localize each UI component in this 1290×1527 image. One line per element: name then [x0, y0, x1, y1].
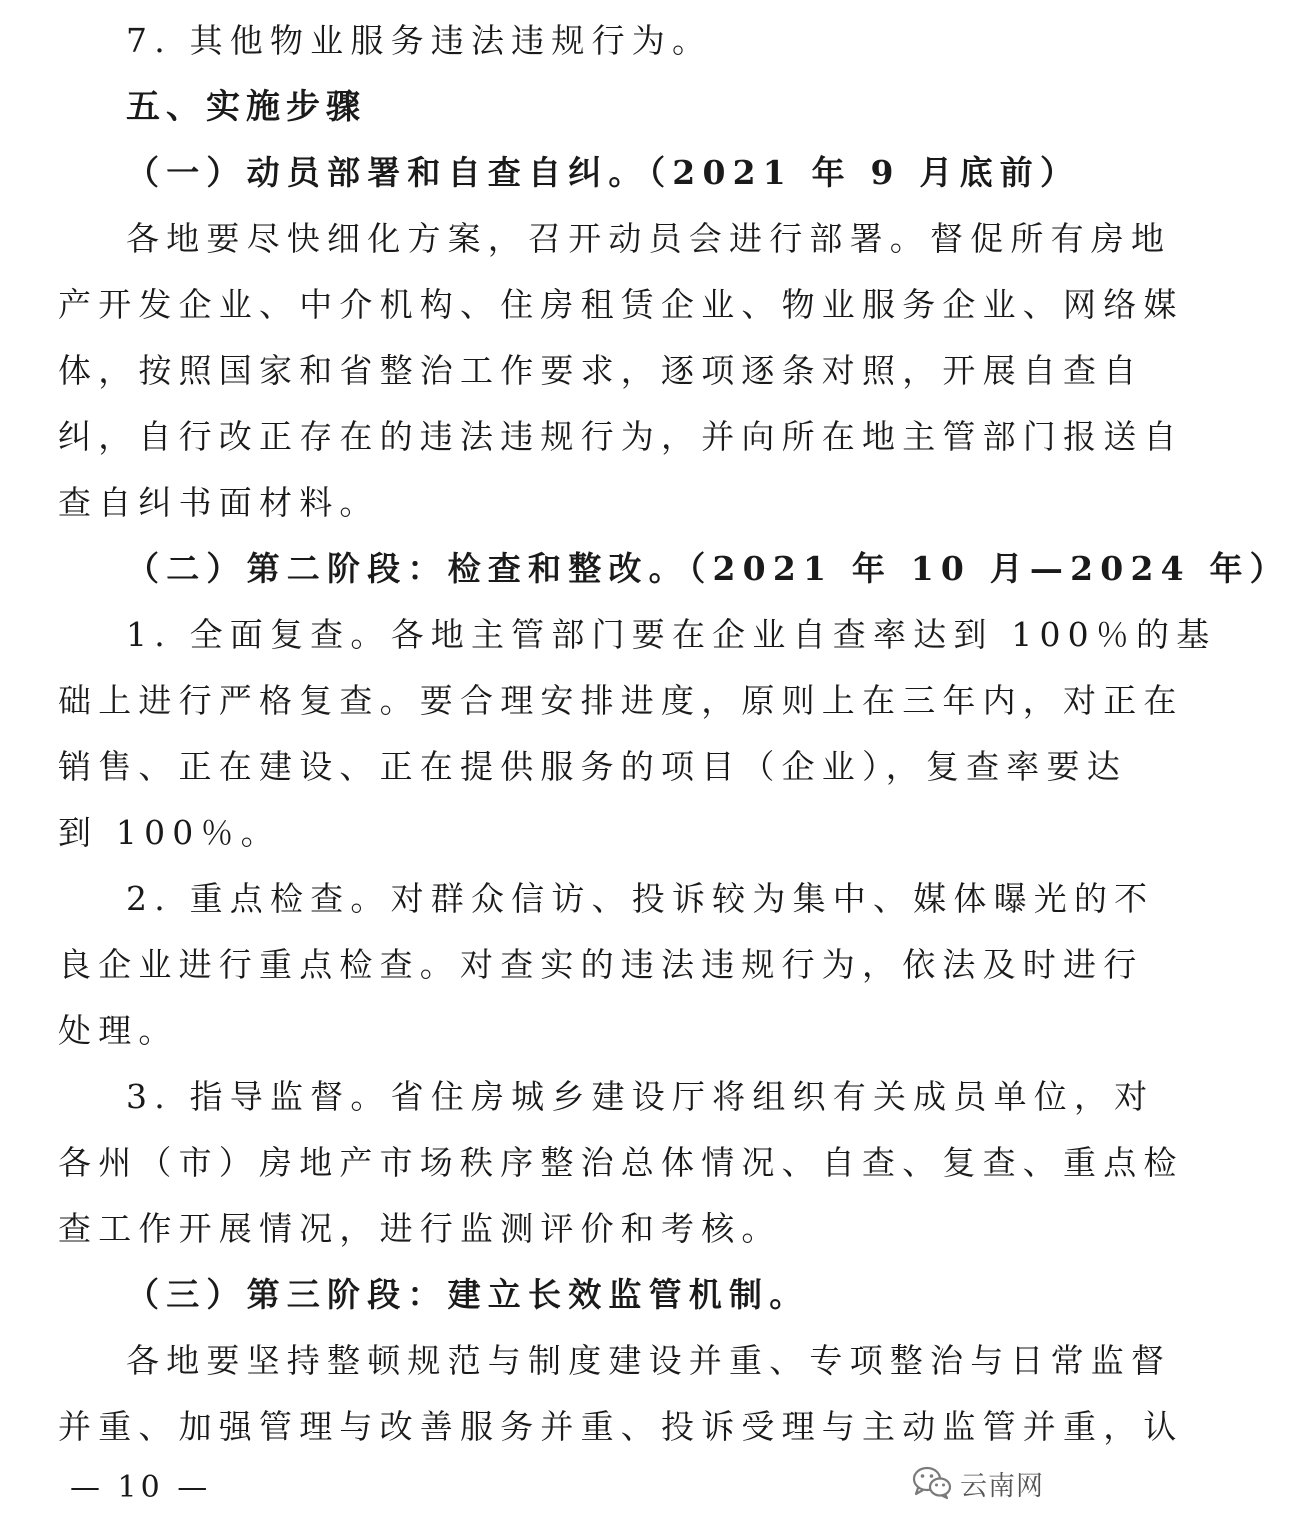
text-line: 产开发企业、中介机构、住房租赁企业、物业服务企业、网络媒 [58, 285, 1184, 324]
wechat-icon [912, 1466, 952, 1500]
text-line: 到 100％。 [58, 813, 281, 852]
text-line: 体，按照国家和省整治工作要求，逐项逐条对照，开展自查自 [58, 351, 1144, 390]
document-body [58, 8, 1290, 1526]
subsection-heading: （三）第三阶段：建立长效监管机制。 [126, 1275, 810, 1314]
text-line: 2. 重点检查。对群众信访、投诉较为集中、媒体曝光的不 [126, 879, 1155, 918]
text-line: 3. 指导监督。省住房城乡建设厅将组织有关成员单位，对 [126, 1077, 1155, 1116]
watermark-label: 云南网 [960, 1470, 1044, 1502]
text-line: 纠，自行改正存在的违法违规行为，并向所在地主管部门报送自 [58, 417, 1184, 456]
text-line: 查工作开展情况，进行监测评价和考核。 [58, 1209, 782, 1248]
text-line: 查自纠书面材料。 [58, 483, 380, 522]
text-line: 各州（市）房地产市场秩序整治总体情况、自查、复查、重点检 [58, 1143, 1184, 1182]
subsection-heading: （一）动员部署和自查自纠。（2021 年 9 月底前） [126, 153, 1081, 192]
watermark [912, 1460, 1044, 1506]
text-line: 并重、加强管理与改善服务并重、投诉受理与主动监管并重，认 [58, 1407, 1184, 1446]
text-line: 良企业进行重点检查。对查实的违法违规行为，依法及时进行 [58, 945, 1144, 984]
text-line: 各地要尽快细化方案，召开动员会进行部署。督促所有房地 [126, 219, 1172, 258]
text-line: 各地要坚持整顿规范与制度建设并重、专项整治与日常监督 [126, 1341, 1172, 1380]
page-number: — 10 — [70, 1470, 212, 1505]
text-line: 处理。 [58, 1011, 179, 1050]
text-line: 1. 全面复查。各地主管部门要在企业自查率达到 100％的基 [126, 615, 1217, 654]
section-heading: 五、实施步骤 [126, 87, 366, 127]
subsection-heading: （二）第二阶段：检查和整改。（2021 年 10 月—2024 年） [126, 549, 1290, 588]
text-line: 7. 其他物业服务违法违规行为。 [126, 21, 713, 60]
text-line: 础上进行严格复查。要合理安排进度，原则上在三年内，对正在 [58, 681, 1184, 720]
text-line: 销售、正在建设、正在提供服务的项目（企业），复查率要达 [58, 747, 1127, 786]
